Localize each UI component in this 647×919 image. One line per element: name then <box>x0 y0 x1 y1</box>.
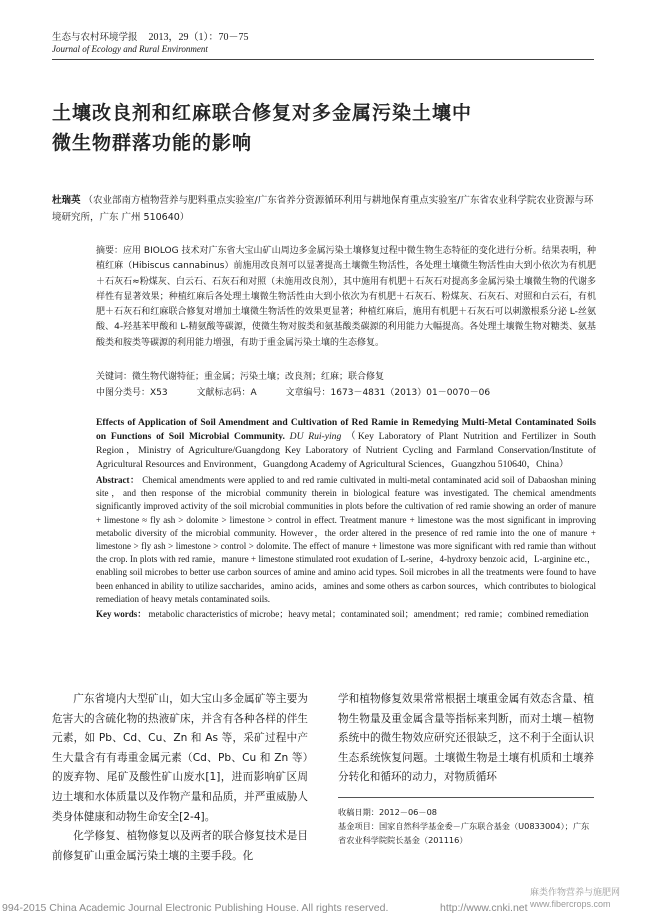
body-paragraph: 化学修复、植物修复以及两者的联合修复技术是目前修复矿山重金属污染土壤的主要手段。化 <box>52 830 308 862</box>
keywords-cn: 关键词：微生物代谢特征；重金属；污染土壤；改良剂；红麻；联合修复 <box>96 372 385 382</box>
abstract-cn: 摘要：应用 BIOLOG 技术对广东省大宝山矿山周边多金属污染土壤修复过程中微生物生态特征的变化进行分析。结果表明，种植红麻（Hibiscus cannabinus）前施用改良剂可以显著提高土壤微生物活性，各处理土壤微生物活性由大到小依次为有机肥＋石灰石≈粉煤灰、白云石、石灰石和对照（未施用改良剂），其中施用有机肥＋石灰石对提高多金属污染土壤微生物的代谢多样性有显著效果；种植红麻后各处理土壤微生物活性由大到小依次为有机肥＋石灰石、粉煤灰、石灰石、对照和白云石，有机肥＋石灰石和红麻联合修复对增加土壤微生物活性的效果更显著；种植红麻后，施用有机肥＋石灰石可以刺激根系分泌 L-丝氨酸、4-羟基苯甲酸和 L-精氨酸等碳源，使微生物对胺类和氨基酸类碳源的利用能力大幅提高。各处理土壤微生物对糖类、氨基酸类和胺类等碳源的利用能力增强，有助于重金属污染土壤的生态修复。 <box>96 246 596 348</box>
body-paragraph: 广东省境内大型矿山，如大宝山多金属矿等主要为危害大的含硫化物的热液矿床，并含有各种各样的伴生元素，如 Pb、Cd、Cu、Zn 和 As 等，采矿过程中产生大量含有有毒重金属元素（Cd、Pb、Cu 和 Zn 等）的废弃物、尾矿及酸性矿山废水[1]，进而影响矿区周边土壤和水体质量以及作物产量和品质，并严重威胁人类身体健康和动物生命安全[2-4]。 <box>52 693 308 823</box>
classification-line <box>96 386 596 401</box>
english-title: Effects of Application of Soil Amendment and Cultivation of Red Ramie in Remedying Multi-Metal Contaminated Soils on Functions of Soil Microbial Community. <box>96 417 596 442</box>
footnote-rule <box>338 797 594 798</box>
journal-header <box>52 28 249 43</box>
journal-name-cn: 生态与农村环境学报 <box>52 32 138 43</box>
received-date: 收稿日期：2012－06－08 <box>338 807 437 817</box>
header-rule <box>52 59 594 60</box>
journal-name-en: Journal of Ecology and Rural Environment <box>52 44 208 54</box>
keywords-label: Key words： <box>96 609 147 620</box>
article-number: 文章编号：1673－4831（2013）01－0070－06 <box>285 388 491 398</box>
volume-issue: 2013，29（1）：70－75 <box>148 32 249 43</box>
english-affiliation: （Key Laboratory of Plant Nutrition and Fertilizer in South Region，Ministry of Agriculture/Guangdong Key Laboratory of Nutrient Cycling and Farmland Conservation/Institute of Agricultural Resources and Environment，Guangdong Academy of Agricultural Sciences，Guangzhou 510640，China） <box>96 431 596 470</box>
author-block <box>52 192 597 226</box>
body-column-right <box>338 690 594 788</box>
funding-info: 基金项目：国家自然科学基金委－广东联合基金（U0833004）；广东省农业科学院院长基金（201116） <box>338 821 590 845</box>
article-title <box>52 98 592 158</box>
document-code: 文献标志码：A <box>196 388 257 398</box>
keywords-text: metabolic characteristics of microbe；heavy metal；contaminated soil；amendment；red ramie；combined remediation <box>148 609 589 620</box>
body-paragraph: 学和植物修复效果常常根据土壤重金属有效态含量、植物生物量及重金属含量等指标来判断，而对土壤－植物系统中的微生物效应研究还很缺乏，这不利于全面认识生态系统恢复问题。土壤微生物是土壤有机质和土壤养分转化和循环的动力，对物质循环 <box>338 693 594 784</box>
page-footer <box>0 887 647 919</box>
title-line-1: 土壤改良剂和红麻联合修复对多金属污染土壤中 <box>52 102 473 124</box>
abstract-text: Chemical amendments were applied to and red ramie cultivated in multi-metal contaminated acid soil of Dabaoshan mining site，and then response of the microbial community therein in biological feature was investigated. The chemical amendments significantly improved activity of the soil microbial communities in plots before the cultivation of red ramie showing an order of manure + limestone ≈ fly ash > dolomite > limestone > control in effect. Treatment manure + limestone was the most significant in improving metabolic diversity of the microbial community. However，the order altered in the presence of red ramie into the one of manure + limestone > fly ash > limestone > control > dolomite. The effect of manure + limestone was more significant with red ramie than without the crop. In plots with red ramie，manure + limestone stimulated root exudation of L-serine，4-hydroxy benzoic acid，L-arginine etc.，enabling soil microbes to better use carbon sources of amine and amino acid types. Soil microbes in all the treatments were found to have been enhanced in ability to utilize saccharides，amino acids，amines and some others as carbon sources，which contributes to biological remediation of heavy metals contaminated soils. <box>96 475 596 604</box>
copyright-notice: 994-2015 China Academic Journal Electronic Publishing House. All rights reserved. <box>2 902 389 914</box>
body-column-left <box>52 690 308 866</box>
footnote <box>338 805 596 847</box>
title-line-2: 微生物群落功能的影响 <box>52 132 253 154</box>
author-name: 杜瑞英 <box>52 195 81 206</box>
watermark-text: 麻类作物营养与施肥网 www.fibercrops.com <box>530 887 621 909</box>
english-keywords <box>96 608 596 621</box>
english-abstract-block <box>96 416 596 621</box>
clc-number: 中图分类号：X53 <box>96 388 168 398</box>
abstract-label: Abstract： <box>96 475 140 485</box>
english-title-line <box>96 416 596 472</box>
site-link[interactable]: http://www.cnki.net <box>440 902 528 914</box>
english-author: DU Rui-ying <box>289 431 342 442</box>
author-affiliation: （农业部南方植物营养与肥料重点实验室/广东省养分资源循环利用与耕地保育重点实验室/广东省农业科学院农业资源与环境研究所，广东 广州 510640） <box>52 195 594 223</box>
english-abstract <box>96 474 596 606</box>
